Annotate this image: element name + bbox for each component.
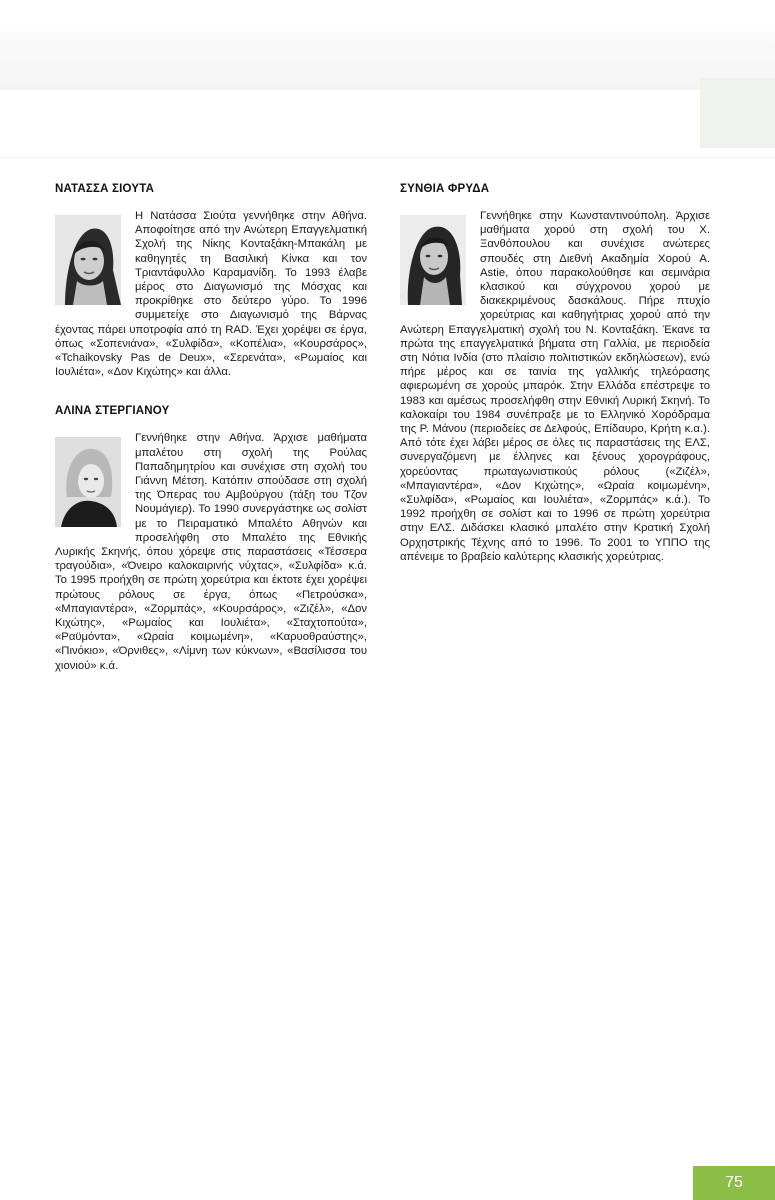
dancer-bio [55, 209, 367, 379]
dancer-bio-text: Γεννήθηκε στην Αθήνα. Άρχισε μαθήματα μπαλέτου στη σχολή της Ρούλας Παπαδημητρίου και συνέχισε στη σχολή του Γιάννη Μέτση. Κατόπιν σπούδασε στη σχολή της Όπερας του Αμβούργου (τάξη του Τζον Νουμάγιερ). Το 1990 συνεργάστηκε ως σολίστ με το Πειραματικό Μπαλέτο Αθηνών και προσελήφθη στο Μπαλέτο της Εθνικής Λυρικής Σκηνής, όπου χόρεψε στις παραστάσεις «Τέσσερα τραγούδια», «Όνειρο καλοκαιρινής νύχτας», «Συλφίδα» κ.ά. Το 1995 προήχθη σε πρώτη χορεύτρια και έκτοτε έχει χορέψει πρώτους ρόλους σε έργα, όπως «Πετρούσκα», «Μπαγιαντέρα», «Ζορμπάς», «Κουρσάρος», «Ζιζέλ», «Δον Κιχώτης», «Ρωμαίος και Ιουλιέτα», «Σταχτοπούτα», «Ραϋμόντα», «Ωραία κοιμωμένη», «Καρυοθραύστης», «Πινόκιο», «Όρνιθες», «Λίμνη των κύκνων», «Βασίλισσα του χιονιού» κ.ά. [55, 432, 367, 672]
page-number-badge [693, 1166, 775, 1200]
dancer-name: ΝΑΤΑΣΣΑ ΣΙΟΥΤΑ [55, 183, 155, 195]
faint-divider [0, 157, 775, 158]
dancer-bio-text: Γεννήθηκε στην Κωνσταντινούπολη. Άρχισε μαθήματα χορού στη σχολή του Χ. Ξανθόπουλου και συνέχισε ανώτερες σπουδές στη Διεθνή Ακαδημία Χορού Α. Astie, όπου παρακολούθησε και σεμινάρια κλασικού και σύγχρονου χορού με διακεκριμένους δασκάλους. Πήρε πτυχίο χορεύτριας και καθηγήτριας χορού από την Ανώτερη Επαγγελματική σχολή του Ν. Κονταξάκη. Έκανε τα πρώτα της επαγγελματικά βήματα στη Γαλλία, με περιοδεία στη Νότια Ινδία (στο πλαίσιο πολιτιστικών εκδηλώσεων), ενώ πήρε μέρος και σε ταινία της γαλλικής τηλεόρασης αφιερωμένη σε χορούς μπαρόκ. Στην Ελλάδα επέστρεψε το 1983 και αμέσως προσελήφθη στην Εθνική Λυρική Σκηνή. Το καλοκαίρι του 1984 συνέπραξε με το Ελληνικό Χορόδραμα της Ρ. Μάνου (περιοδείες σε Δελφούς, Επίδαυρο, Κρήτη κ.α.). Από τότε έχει λάβει μέρος σε όλες τις παραστάσεις της ΕΛΣ, συνεργαζόμενη με έλληνες και ξένους χορογράφους, χορεύοντας πρωταγωνιστικούς ρόλους («Ζιζέλ», «Μπαγιαντέρα», «Δον Κιχώτης», «Ωραία κοιμωμένη», «Συλφίδα», «Ρωμαίος και Ιουλιέτα», «Ζορμπάς» κ.ά.). Το 1992 προήχθη σε σολίστ και το 1996 σε πρώτη χορεύτρια στην ΕΛΣ. Διδάσκει κλασικό μπαλέτο στην Κρατική Σχολή Ορχηστρικής Τέχνης από το 1996. Το 2001 το ΥΠΠΟ της απένειμε το βραβείο καλύτερης κλασικής χορεύτριας. [400, 210, 710, 563]
faint-corner-block [700, 78, 775, 148]
right-column [400, 183, 710, 590]
dancer-bio-text: Η Νατάσσα Σιούτα γεννήθηκε στην Αθήνα. Αποφοίτησε από την Ανώτερη Επαγγελματική Σχολή της Νίκης Κονταξάκη-Μπακάλη με καθηγητές τη Βασιλική Κίνκα και τον Τριαντάφυλλο Καραμανίδη. Το 1993 έλαβε μέρος στο Διαγωνισμό της Μόσχας και προκρίθηκε στο δεύτερο γύρο. Το 1996 συμμετείχε στο Διαγωνισμό της Βάρνας έχοντας πάρει υποτροφία από τη RAD. Έχει χορέψει σε έργα, όπως «Σοπενιάνα», «Συλφίδα», «Κοπέλια», «Κουρσάρος», «Tchaikovsky Pas de Deux», «Σερενάτα», «Ρωμαίος και Ιουλιέτα», «Δον Κιχώτης» και άλλα. [55, 210, 367, 379]
page-number: 75 [725, 1174, 743, 1191]
dancer-bio [400, 209, 710, 564]
dancer-photo [400, 215, 466, 305]
dancer-name: ΣΥΝΘΙΑ ΦΡΥΔΑ [400, 183, 490, 195]
left-column [55, 183, 367, 699]
dancer-section-fryda [400, 183, 710, 564]
dancer-bio [55, 431, 367, 672]
dancer-photo [55, 437, 121, 527]
faint-header-band [0, 30, 775, 90]
portrait-image [55, 437, 121, 527]
portrait-image [400, 215, 466, 305]
dancer-name: ΑΛΙΝΑ ΣΤΕΡΓΙΑΝΟΥ [55, 405, 170, 418]
dancer-section-stergianou [55, 405, 367, 672]
dancer-photo [55, 215, 121, 305]
portrait-image [55, 215, 121, 305]
dancer-section-siouta [55, 183, 367, 379]
